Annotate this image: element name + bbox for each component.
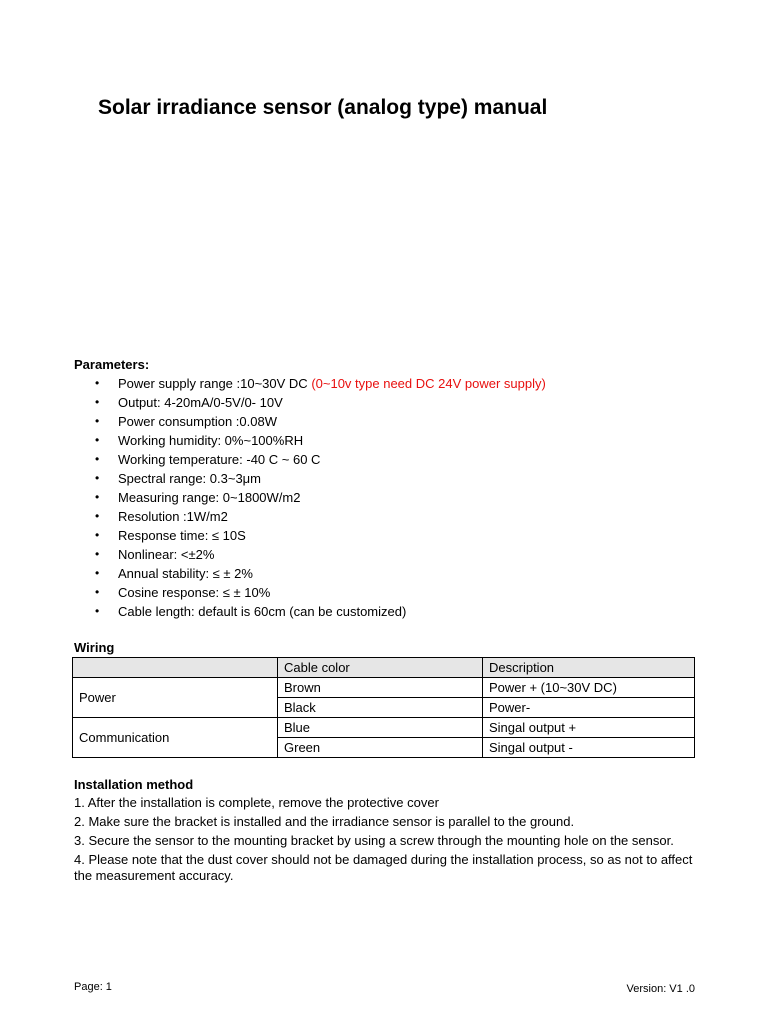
bullet-icon: • [95, 395, 100, 409]
parameters-heading: Parameters: [74, 357, 150, 372]
page-number: Page: 1 [74, 981, 112, 993]
parameter-item [0, 374, 768, 393]
parameter-text: Power consumption :0.08W [118, 414, 277, 429]
table-row [73, 718, 695, 738]
bullet-icon: • [95, 566, 100, 580]
wiring-table [72, 657, 695, 758]
parameter-item [0, 507, 768, 526]
parameter-item [0, 526, 768, 545]
parameter-text: Measuring range: 0~1800W/m2 [118, 490, 301, 505]
description-cell: Power + (10~30V DC) [483, 678, 695, 698]
bullet-icon: • [95, 585, 100, 599]
cable-color-cell: Brown [278, 678, 483, 698]
wire-group-cell: Communication [73, 718, 278, 758]
parameter-note: (0~10v type need DC 24V power supply) [311, 376, 546, 391]
parameter-text: Working humidity: 0%~100%RH [118, 433, 304, 448]
cable-color-cell: Blue [278, 718, 483, 738]
parameter-item [0, 564, 768, 583]
bullet-icon: • [95, 376, 100, 390]
installation-step: 1. After the installation is complete, remove the protective cover [74, 795, 439, 810]
column-header-group [73, 658, 278, 678]
parameter-item [0, 393, 768, 412]
parameter-item [0, 545, 768, 564]
parameter-item [0, 412, 768, 431]
parameter-item [0, 602, 768, 621]
parameter-text: Cosine response: ≤ ± 10% [118, 585, 271, 600]
parameter-text: Cable length: default is 60cm (can be customized) [118, 604, 407, 619]
bullet-icon: • [95, 604, 100, 618]
parameter-text: Power supply range :10~30V DC [118, 376, 312, 391]
parameter-item [0, 488, 768, 507]
bullet-icon: • [95, 452, 100, 466]
parameter-item [0, 431, 768, 450]
bullet-icon: • [95, 471, 100, 485]
document-version: Version: V1 .0 [626, 983, 695, 995]
parameter-text: Response time: ≤ 10S [118, 528, 246, 543]
installation-steps [74, 795, 714, 887]
parameter-item [0, 583, 768, 602]
parameter-text: Resolution :1W/m2 [118, 509, 228, 524]
table-row [73, 678, 695, 698]
bullet-icon: • [95, 414, 100, 428]
bullet-icon: • [95, 547, 100, 561]
parameter-text: Spectral range: 0.3~3μm [118, 471, 261, 486]
cable-color-cell: Black [278, 698, 483, 718]
installation-step: 4. Please note that the dust cover should not be damaged during the installation process, so as not to affect the measurement accuracy. [74, 852, 693, 883]
document-title: Solar irradiance sensor (analog type) manual [98, 96, 548, 119]
description-cell: Power- [483, 698, 695, 718]
column-header-description: Description [483, 658, 695, 678]
parameter-text: Working temperature: -40 C ~ 60 C [118, 452, 321, 467]
parameter-item [0, 450, 768, 469]
bullet-icon: • [95, 433, 100, 447]
description-cell: Singal output + [483, 718, 695, 738]
bullet-icon: • [95, 490, 100, 504]
parameter-item [0, 469, 768, 488]
bullet-icon: • [95, 528, 100, 542]
wire-group-cell: Power [73, 678, 278, 718]
installation-step: 2. Make sure the bracket is installed and the irradiance sensor is parallel to the ground. [74, 814, 575, 829]
wiring-heading: Wiring [74, 640, 115, 655]
description-cell: Singal output - [483, 738, 695, 758]
bullet-icon: • [95, 509, 100, 523]
installation-step: 3. Secure the sensor to the mounting bracket by using a screw through the mounting hole on the sensor. [74, 833, 674, 848]
parameter-text: Annual stability: ≤ ± 2% [118, 566, 253, 581]
parameter-text: Nonlinear: <±2% [118, 547, 215, 562]
column-header-cable-color: Cable color [278, 658, 483, 678]
installation-heading: Installation method [74, 777, 194, 792]
cable-color-cell: Green [278, 738, 483, 758]
table-header-row [73, 658, 695, 678]
parameter-text: Output: 4-20mA/0-5V/0- 10V [118, 395, 283, 410]
parameters-list [0, 374, 768, 621]
